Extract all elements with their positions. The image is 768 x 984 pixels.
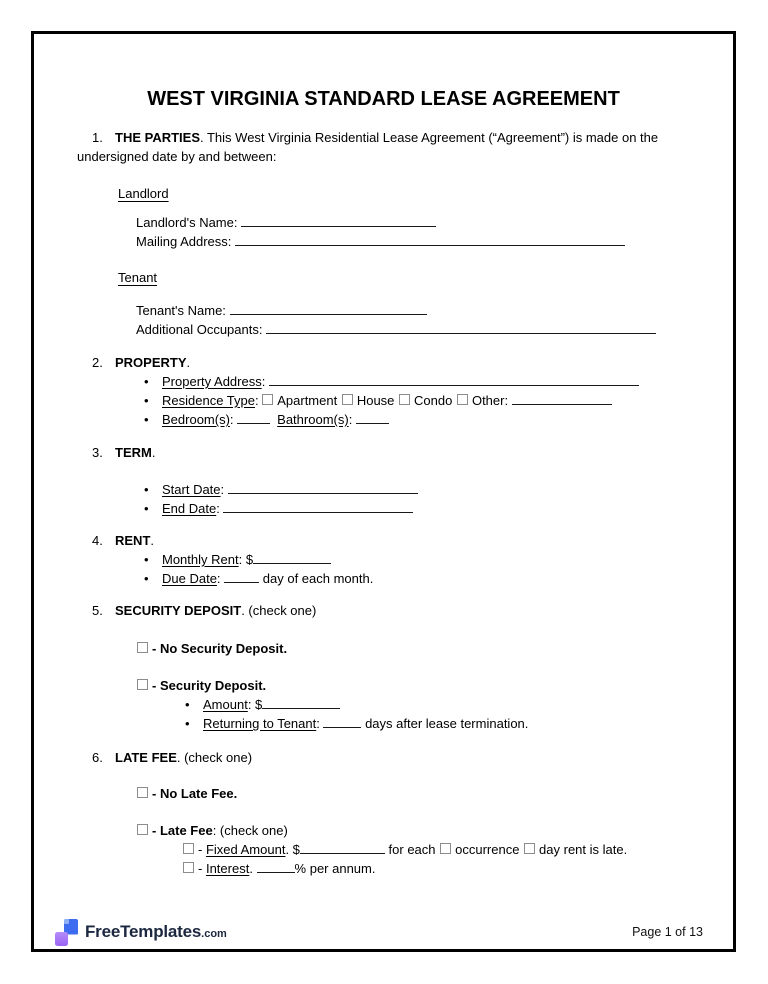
due-date-line <box>142 569 719 588</box>
residence-apartment-checkbox[interactable] <box>262 394 273 405</box>
label-colon: : <box>216 571 225 586</box>
heading-period: . <box>151 445 156 460</box>
returning-to-tenant-label: Returning to Tenant <box>203 716 317 731</box>
interest-checkbox[interactable] <box>183 862 194 873</box>
no-late-fee-line <box>137 784 719 803</box>
residence-condo-label: Condo <box>414 393 456 408</box>
section-rent-heading <box>92 531 719 550</box>
day-rent-late-checkbox[interactable] <box>524 843 535 854</box>
no-security-deposit-line <box>137 639 719 658</box>
page-border <box>31 31 736 952</box>
freetemplates-logo[interactable] <box>55 919 227 946</box>
due-date-blank[interactable] <box>224 570 259 583</box>
fixed-amount-after: . $ <box>285 842 300 857</box>
label-colon: : <box>229 412 238 427</box>
landlord-name-label: Landlord's Name: <box>136 215 238 230</box>
no-late-fee-checkbox[interactable] <box>137 787 148 798</box>
section-number: 5. <box>92 603 103 618</box>
interest-after: . <box>249 861 257 876</box>
bedrooms-blank[interactable] <box>237 411 270 424</box>
occurrence-checkbox[interactable] <box>440 843 451 854</box>
freetemplates-logo-icon <box>55 919 78 946</box>
section-term-heading <box>92 443 719 462</box>
label-colon: : <box>348 412 356 427</box>
returning-to-tenant-line <box>183 714 719 733</box>
section-heading-latefee: LATE FEE <box>115 750 177 765</box>
end-date-label: End Date <box>162 501 217 516</box>
fixed-amount-checkbox[interactable] <box>183 843 194 854</box>
property-address-line <box>142 372 719 391</box>
section-number: 4. <box>92 533 103 548</box>
fixed-amount-line <box>183 840 719 859</box>
returning-days-blank[interactable] <box>323 715 361 728</box>
start-date-label: Start Date <box>162 482 221 497</box>
bedrooms-bathrooms-line <box>142 410 719 429</box>
fixed-amount-label: Fixed Amount <box>205 842 286 857</box>
label-colon: : $ <box>238 552 254 567</box>
start-date-line <box>142 480 719 499</box>
label-colon: : <box>216 501 224 516</box>
mailing-address-blank[interactable] <box>235 233 625 246</box>
additional-occupants-label: Additional Occupants: <box>136 322 263 337</box>
no-late-fee-label: - No Late Fee. <box>152 786 238 801</box>
logo-fold-shape <box>64 919 69 924</box>
start-date-blank[interactable] <box>228 481 418 494</box>
residence-house-label: House <box>356 393 399 408</box>
label-colon: : <box>316 716 324 731</box>
section-number: 6. <box>92 750 103 765</box>
section-number: 1. <box>92 130 103 145</box>
section-latefee-heading <box>92 748 719 767</box>
security-deposit-label: - Security Deposit. <box>152 678 267 693</box>
brand-text-wrap <box>85 922 227 942</box>
no-security-deposit-label: - No Security Deposit. <box>152 641 288 656</box>
page-footer <box>55 916 703 948</box>
section-heading-security: SECURITY DEPOSIT <box>115 603 242 618</box>
additional-occupants-blank[interactable] <box>266 321 656 334</box>
section-heading-rent: RENT <box>115 533 151 548</box>
heading-period: . <box>186 355 191 370</box>
monthly-rent-label: Monthly Rent <box>162 552 239 567</box>
dash: - <box>198 861 206 876</box>
deposit-amount-blank[interactable] <box>262 696 340 709</box>
monthly-rent-blank[interactable] <box>253 551 331 564</box>
mailing-address-label: Mailing Address: <box>136 234 232 249</box>
page-indicator: Page 1 of 13 <box>632 925 703 939</box>
residence-type-line <box>142 391 719 410</box>
interest-rate-blank[interactable] <box>257 860 295 873</box>
end-date-blank[interactable] <box>223 500 413 513</box>
mailing-address-line <box>136 232 719 251</box>
section-heading-parties: THE PARTIES <box>115 130 200 145</box>
section-number: 2. <box>92 355 103 370</box>
heading-suffix: . (check one) <box>241 603 317 618</box>
due-date-suffix: day of each month. <box>259 571 374 586</box>
section-heading-property: PROPERTY <box>115 355 187 370</box>
section-security-heading <box>92 601 719 620</box>
document-body <box>34 128 733 878</box>
deposit-amount-line <box>183 695 719 714</box>
additional-occupants-line <box>136 320 719 339</box>
dash: - <box>198 842 206 857</box>
late-fee-label: - Late Fee <box>152 823 213 838</box>
interest-suffix: % per annum. <box>294 861 376 876</box>
residence-other-checkbox[interactable] <box>457 394 468 405</box>
bathrooms-blank[interactable] <box>356 411 389 424</box>
late-fee-suffix: : (check one) <box>212 823 288 838</box>
property-address-label: Property Address <box>162 374 262 389</box>
residence-other-label: Other: <box>471 393 512 408</box>
due-date-label: Due Date <box>162 571 217 586</box>
bathrooms-label: Bathroom(s) <box>277 412 349 427</box>
tenant-name-line <box>136 301 719 320</box>
document-title: WEST VIRGINIA STANDARD LEASE AGREEMENT <box>147 88 620 110</box>
label-colon: : <box>261 374 269 389</box>
residence-house-checkbox[interactable] <box>342 394 353 405</box>
security-deposit-checkbox[interactable] <box>137 679 148 690</box>
interest-line <box>183 859 719 878</box>
interest-label: Interest <box>205 861 250 876</box>
logo-purple-square-shape <box>55 932 68 946</box>
landlord-name-blank[interactable] <box>241 214 436 227</box>
tenant-heading: Tenant <box>118 270 158 285</box>
bedrooms-label: Bedroom(s) <box>162 412 230 427</box>
property-address-blank[interactable] <box>269 373 639 386</box>
section-heading-term: TERM <box>115 445 152 460</box>
heading-period: . <box>150 533 155 548</box>
deposit-amount-label: Amount <box>203 697 248 712</box>
fixed-amount-mid: for each <box>384 842 440 857</box>
returning-suffix: days after lease termination. <box>361 716 529 731</box>
residence-condo-checkbox[interactable] <box>399 394 410 405</box>
no-security-deposit-checkbox[interactable] <box>137 642 148 653</box>
section-parties-intro <box>77 128 725 166</box>
parties-body-text: . This West Virginia Residential Lease Agreement (“Agreement”) is made on the undersigned date by and between: <box>77 130 659 164</box>
end-date-line <box>142 499 719 518</box>
fixed-amount-blank[interactable] <box>300 841 385 854</box>
brand-tld: .com <box>201 928 227 940</box>
residence-type-label: Residence Type <box>162 393 255 408</box>
tenant-name-blank[interactable] <box>230 302 427 315</box>
occurrence-label: occurrence <box>455 842 524 857</box>
late-fee-checkbox[interactable] <box>137 824 148 835</box>
landlord-name-line <box>136 213 719 232</box>
landlord-heading: Landlord <box>118 186 169 201</box>
label-colon: : $ <box>247 697 263 712</box>
heading-suffix: . (check one) <box>176 750 253 765</box>
section-property-heading <box>92 353 719 372</box>
residence-other-blank[interactable] <box>512 392 612 405</box>
day-rent-late-label: day rent is late. <box>539 842 628 857</box>
monthly-rent-line <box>142 550 719 569</box>
label-colon: : <box>220 482 228 497</box>
late-fee-line <box>137 821 719 840</box>
section-number: 3. <box>92 445 103 460</box>
security-deposit-line <box>137 676 719 695</box>
residence-apartment-label: Apartment <box>277 393 341 408</box>
brand-name: FreeTemplates <box>85 922 202 941</box>
tenant-name-label: Tenant's Name: <box>136 303 226 318</box>
label-colon: : <box>255 393 263 408</box>
